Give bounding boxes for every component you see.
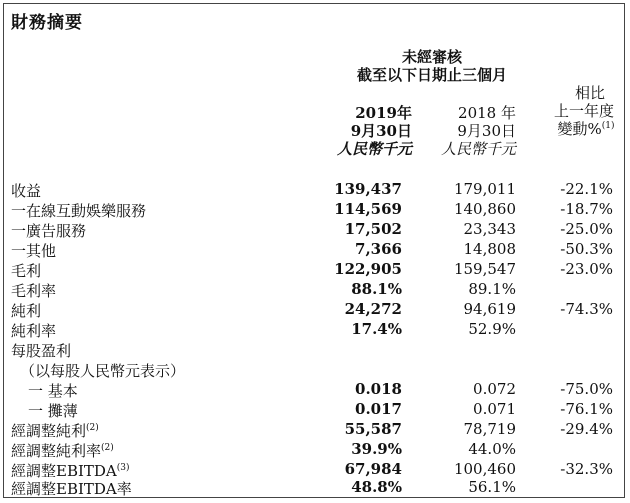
value-2018: 100,460 (453, 460, 516, 478)
header-2019-year: 2019年 (355, 104, 412, 122)
table-row (0, 180, 630, 200)
header-group-line1: 未經審核 (401, 48, 462, 66)
table-row (0, 380, 630, 400)
header-change-line1: 相比 (574, 84, 605, 102)
value-change: -18.7% (560, 200, 613, 218)
row-label: 一 攤薄 (28, 402, 78, 420)
row-label: 毛利 (11, 262, 42, 280)
value-change: -29.4% (560, 420, 613, 438)
row-label: （以每股人民幣元表示） (20, 362, 186, 380)
value-change: -76.1% (560, 400, 613, 418)
table-row (0, 420, 630, 440)
value-2018: 14,808 (463, 240, 516, 258)
row-label: 一廣告服務 (11, 222, 87, 240)
value-2018: 52.9% (468, 320, 516, 338)
table-row (0, 440, 630, 460)
row-label: 純利率 (11, 322, 57, 340)
value-2019: 17.4% (351, 320, 402, 338)
header-2018-date: 9月30日 (457, 122, 516, 140)
value-2019: 24,272 (344, 300, 402, 318)
header-2018-unit: 人民幣千元 (440, 140, 516, 158)
section-title: 財務摘要 (11, 13, 83, 33)
header-group-line2: 截至以下日期止三個月 (356, 66, 507, 84)
value-2018: 56.1% (468, 478, 516, 496)
value-2018: 94,619 (463, 300, 516, 318)
value-change: -50.3% (560, 240, 613, 258)
value-2018: 140,860 (453, 200, 516, 218)
value-2018: 78,719 (463, 420, 516, 438)
table-row (0, 478, 630, 498)
value-2019: 0.018 (355, 380, 402, 398)
table-row (0, 460, 630, 480)
header-2019-unit: 人民幣千元 (336, 140, 412, 158)
row-label: 經調整EBITDA$^{(3)}$ (11, 462, 130, 480)
value-2019: 0.017 (355, 400, 402, 418)
value-change: -74.3% (560, 300, 613, 318)
value-2018: 0.071 (473, 400, 516, 418)
table-row (0, 220, 630, 240)
value-change: -23.0% (560, 260, 613, 278)
value-change: -22.1% (560, 180, 613, 198)
value-2019: 139,437 (334, 180, 402, 198)
row-label: 經調整純利$^{(2)}$ (11, 422, 99, 440)
row-label: 收益 (11, 182, 42, 200)
value-2018: 0.072 (473, 380, 516, 398)
value-2019: 122,905 (334, 260, 402, 278)
row-label: 毛利率 (11, 282, 57, 300)
value-change: -25.0% (560, 220, 613, 238)
value-change: -32.3% (560, 460, 613, 478)
value-2018: 179,011 (453, 180, 516, 198)
value-2019: 114,569 (334, 200, 402, 218)
value-2019: 67,984 (344, 460, 402, 478)
table-row (0, 240, 630, 260)
row-label: 經調整EBITDA率 (11, 480, 132, 498)
value-2018: 23,343 (463, 220, 516, 238)
table-row (0, 340, 630, 360)
row-label: 一 基本 (28, 382, 78, 400)
value-2018: 89.1% (468, 280, 516, 298)
value-2019: 88.1% (351, 280, 402, 298)
header-2018-year: 2018 年 (458, 104, 516, 122)
value-2019: 55,587 (344, 420, 402, 438)
row-label: 經調整純利率$^{(2)}$ (11, 442, 114, 460)
header-2019-date: 9月30日 (350, 122, 412, 140)
value-2019: 39.9% (351, 440, 402, 458)
row-label: 純利 (11, 302, 42, 320)
header-change-line3: 變動%$^{(1)}$ (557, 120, 615, 138)
table-row (0, 280, 630, 300)
row-label: 一在線互動娛樂服務 (11, 202, 147, 220)
value-2018: 159,547 (453, 260, 516, 278)
table-row (0, 300, 630, 320)
value-2019: 17,502 (344, 220, 402, 238)
value-change: -75.0% (560, 380, 613, 398)
table-row (0, 200, 630, 220)
value-2019: 48.8% (351, 478, 402, 496)
table-row (0, 400, 630, 420)
value-2018: 44.0% (468, 440, 516, 458)
table-row (0, 360, 630, 380)
value-2019: 7,366 (355, 240, 402, 258)
table-row (0, 260, 630, 280)
table-row (0, 320, 630, 340)
row-label: 每股盈利 (11, 342, 72, 360)
header-change-line2: 上一年度 (553, 102, 614, 120)
row-label: 一其他 (11, 242, 57, 260)
